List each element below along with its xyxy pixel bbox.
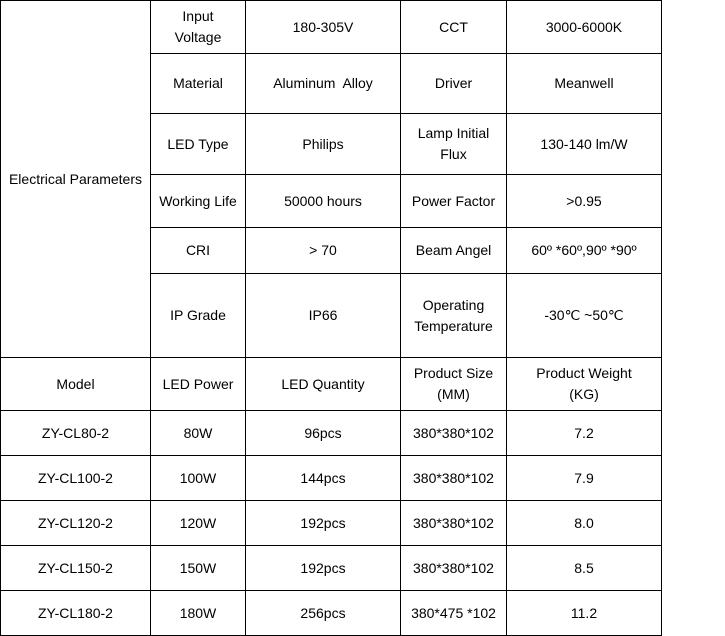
- model-power: 120W: [151, 501, 246, 546]
- model-quantity: 256pcs: [246, 591, 401, 636]
- spec-label-2: Power Factor: [401, 175, 507, 228]
- spec-label-2: Operating Temperature: [401, 274, 507, 358]
- section-label: Electrical Parameters: [1, 1, 151, 358]
- model-quantity: 192pcs: [246, 546, 401, 591]
- model-name: ZY-CL100-2: [1, 456, 151, 501]
- model-row: [1, 456, 662, 501]
- model-weight: 11.2: [507, 591, 662, 636]
- model-row: [1, 501, 662, 546]
- model-quantity: 192pcs: [246, 501, 401, 546]
- model-power: 150W: [151, 546, 246, 591]
- spec-label: Working Life: [151, 175, 246, 228]
- model-size: 380*475 *102: [401, 591, 507, 636]
- model-weight: 7.9: [507, 456, 662, 501]
- spec-value: Aluminum Alloy: [246, 54, 401, 114]
- model-name: ZY-CL180-2: [1, 591, 151, 636]
- model-name: ZY-CL80-2: [1, 411, 151, 456]
- spec-value-2: 60º *60º,90º *90º: [507, 228, 662, 274]
- model-quantity: 96pcs: [246, 411, 401, 456]
- spec-label-2: Driver: [401, 54, 507, 114]
- spec-label-2: Beam Angel: [401, 228, 507, 274]
- spec-label-2: Lamp Initial Flux: [401, 114, 507, 175]
- model-size: 380*380*102: [401, 456, 507, 501]
- model-weight: 8.0: [507, 501, 662, 546]
- spec-value-2: 3000-6000K: [507, 1, 662, 54]
- spec-value: > 70: [246, 228, 401, 274]
- model-size: 380*380*102: [401, 501, 507, 546]
- header-product-weight: Product Weight (KG): [507, 358, 662, 411]
- spec-row: [1, 1, 662, 54]
- spec-label: LED Type: [151, 114, 246, 175]
- header-model: Model: [1, 358, 151, 411]
- spec-label: Input Voltage: [151, 1, 246, 54]
- model-name: ZY-CL150-2: [1, 546, 151, 591]
- spec-label: Material: [151, 54, 246, 114]
- model-power: 80W: [151, 411, 246, 456]
- model-size: 380*380*102: [401, 546, 507, 591]
- model-weight: 7.2: [507, 411, 662, 456]
- model-weight: 8.5: [507, 546, 662, 591]
- spec-label: CRI: [151, 228, 246, 274]
- model-row: [1, 591, 662, 636]
- spec-value: 180-305V: [246, 1, 401, 54]
- spec-label-2: CCT: [401, 1, 507, 54]
- spec-value: IP66: [246, 274, 401, 358]
- spec-value: Philips: [246, 114, 401, 175]
- model-size: 380*380*102: [401, 411, 507, 456]
- spec-value-2: Meanwell: [507, 54, 662, 114]
- model-name: ZY-CL120-2: [1, 501, 151, 546]
- model-quantity: 144pcs: [246, 456, 401, 501]
- spec-label: IP Grade: [151, 274, 246, 358]
- spec-value: 50000 hours: [246, 175, 401, 228]
- header-led-quantity: LED Quantity: [246, 358, 401, 411]
- spec-value-2: >0.95: [507, 175, 662, 228]
- model-row: [1, 546, 662, 591]
- header-product-size: Product Size (MM): [401, 358, 507, 411]
- model-header-row: [1, 358, 662, 411]
- header-led-power: LED Power: [151, 358, 246, 411]
- spec-value-2: 130-140 lm/W: [507, 114, 662, 175]
- model-power: 180W: [151, 591, 246, 636]
- model-row: [1, 411, 662, 456]
- spec-value-2: -30℃ ~50℃: [507, 274, 662, 358]
- model-power: 100W: [151, 456, 246, 501]
